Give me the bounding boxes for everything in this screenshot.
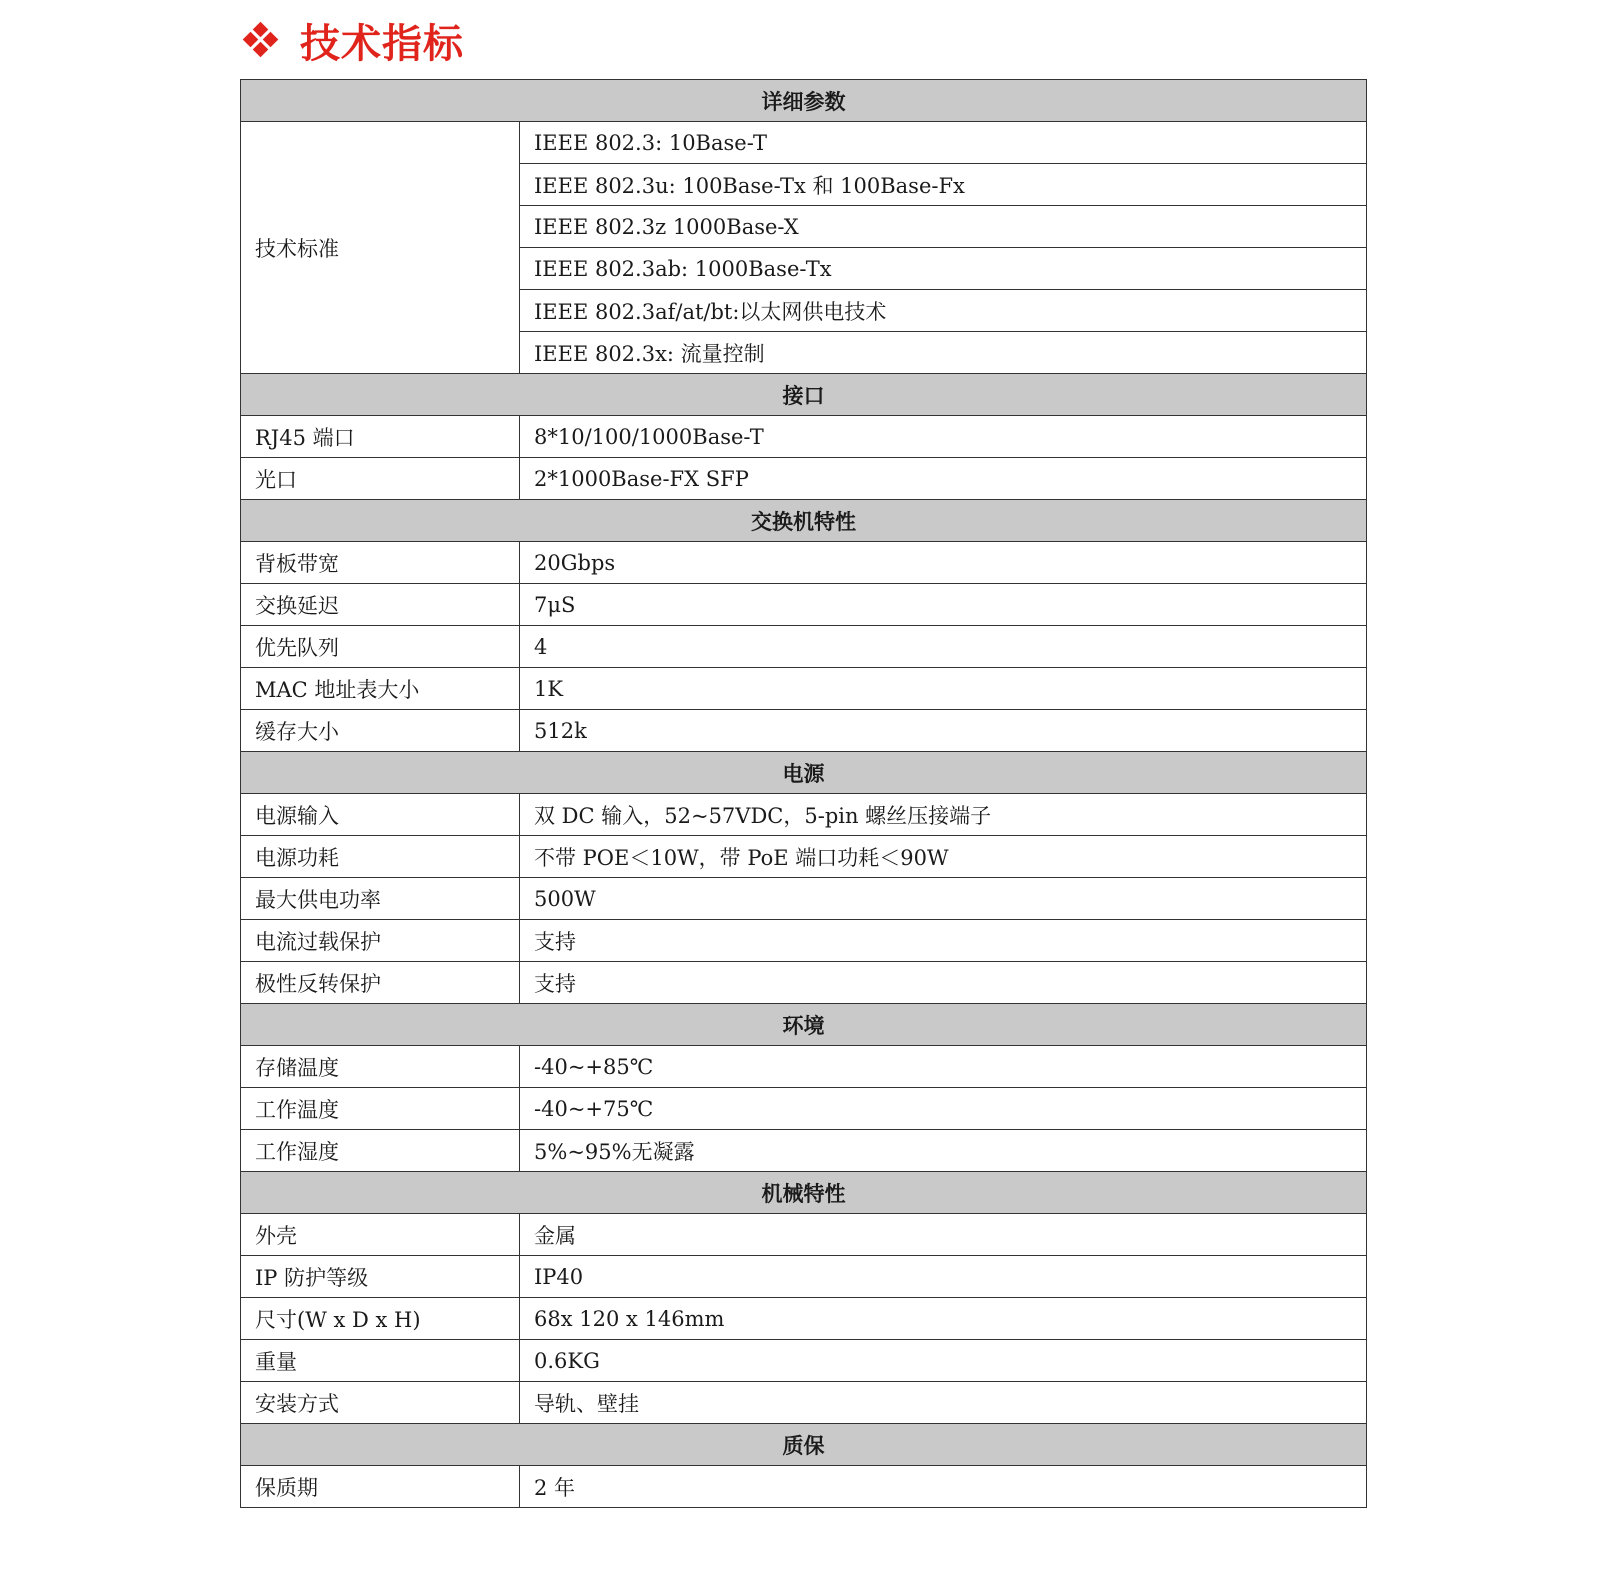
table-row bbox=[241, 920, 1367, 962]
row-label: 安装方式 bbox=[241, 1382, 520, 1424]
row-label: 电源功耗 bbox=[241, 836, 520, 878]
table-row bbox=[241, 416, 1367, 458]
section-title: 详细参数 bbox=[241, 80, 1367, 122]
standard-item: IEEE 802.3z 1000Base-X bbox=[520, 206, 1367, 248]
section-header-row bbox=[241, 1172, 1367, 1214]
table-row bbox=[241, 1256, 1367, 1298]
row-label: 电流过载保护 bbox=[241, 920, 520, 962]
row-value: 512k bbox=[520, 710, 1367, 752]
row-value: 双 DC 输入，52~57VDC，5-pin 螺丝压接端子 bbox=[520, 794, 1367, 836]
standard-item: IEEE 802.3u: 100Base-Tx 和 100Base-Fx bbox=[520, 164, 1367, 206]
section-header-row bbox=[241, 1004, 1367, 1046]
standard-item: IEEE 802.3ab: 1000Base-Tx bbox=[520, 248, 1367, 290]
table-row bbox=[241, 710, 1367, 752]
section-header-row bbox=[241, 374, 1367, 416]
row-value: 支持 bbox=[520, 962, 1367, 1004]
row-label: 尺寸(W x D x H) bbox=[241, 1298, 520, 1340]
row-value: 导轨、壁挂 bbox=[520, 1382, 1367, 1424]
row-label: 外壳 bbox=[241, 1214, 520, 1256]
row-value: 2*1000Base-FX SFP bbox=[520, 458, 1367, 500]
row-label: 光口 bbox=[241, 458, 520, 500]
row-label: 交换延迟 bbox=[241, 584, 520, 626]
row-label: 工作湿度 bbox=[241, 1130, 520, 1172]
row-value: 1K bbox=[520, 668, 1367, 710]
row-value: 不带 POE＜10W，带 PoE 端口功耗＜90W bbox=[520, 836, 1367, 878]
row-label: 优先队列 bbox=[241, 626, 520, 668]
spec-table-body bbox=[241, 80, 1367, 1508]
diamond-bullet-icon bbox=[244, 23, 278, 57]
section-title: 电源 bbox=[241, 752, 1367, 794]
section-header-row bbox=[241, 1424, 1367, 1466]
row-value: 8*10/100/1000Base-T bbox=[520, 416, 1367, 458]
row-value: 7μS bbox=[520, 584, 1367, 626]
row-label: 电源输入 bbox=[241, 794, 520, 836]
section-title: 交换机特性 bbox=[241, 500, 1367, 542]
row-value: 支持 bbox=[520, 920, 1367, 962]
table-row bbox=[241, 794, 1367, 836]
table-row bbox=[241, 668, 1367, 710]
section-title: 质保 bbox=[241, 1424, 1367, 1466]
row-value: 500W bbox=[520, 878, 1367, 920]
spec-table bbox=[240, 79, 1367, 1508]
row-value: 20Gbps bbox=[520, 542, 1367, 584]
table-row bbox=[241, 1214, 1367, 1256]
table-row bbox=[241, 962, 1367, 1004]
table-row bbox=[241, 1046, 1367, 1088]
row-label: 缓存大小 bbox=[241, 710, 520, 752]
row-value: 5%~95%无凝露 bbox=[520, 1130, 1367, 1172]
table-row bbox=[241, 626, 1367, 668]
row-label: MAC 地址表大小 bbox=[241, 668, 520, 710]
row-label: IP 防护等级 bbox=[241, 1256, 520, 1298]
table-row bbox=[241, 878, 1367, 920]
row-value: -40~+75℃ bbox=[520, 1088, 1367, 1130]
table-row bbox=[241, 1088, 1367, 1130]
table-row bbox=[241, 122, 1367, 164]
row-value: 金属 bbox=[520, 1214, 1367, 1256]
page-title: 技术指标 bbox=[300, 20, 464, 67]
row-label: 工作温度 bbox=[241, 1088, 520, 1130]
row-value: 68x 120 x 146mm bbox=[520, 1298, 1367, 1340]
standards-label: 技术标准 bbox=[241, 122, 520, 374]
row-label: 背板带宽 bbox=[241, 542, 520, 584]
standard-item: IEEE 802.3x: 流量控制 bbox=[520, 332, 1367, 374]
row-label: 极性反转保护 bbox=[241, 962, 520, 1004]
row-value: 0.6KG bbox=[520, 1340, 1367, 1382]
row-label: 存储温度 bbox=[241, 1046, 520, 1088]
table-row bbox=[241, 836, 1367, 878]
row-label: 保质期 bbox=[241, 1466, 520, 1508]
row-value: -40~+85℃ bbox=[520, 1046, 1367, 1088]
row-label: 重量 bbox=[241, 1340, 520, 1382]
section-header-row bbox=[241, 752, 1367, 794]
standard-item: IEEE 802.3: 10Base-T bbox=[520, 122, 1367, 164]
table-row bbox=[241, 458, 1367, 500]
standard-item: IEEE 802.3af/at/bt:以太网供电技术 bbox=[520, 290, 1367, 332]
section-title: 环境 bbox=[241, 1004, 1367, 1046]
section-header-row bbox=[241, 80, 1367, 122]
row-value: 2 年 bbox=[520, 1466, 1367, 1508]
table-row bbox=[241, 1298, 1367, 1340]
table-row bbox=[241, 1382, 1367, 1424]
section-title: 机械特性 bbox=[241, 1172, 1367, 1214]
section-title: 接口 bbox=[241, 374, 1367, 416]
table-row bbox=[241, 1466, 1367, 1508]
row-label: RJ45 端口 bbox=[241, 416, 520, 458]
section-header-row bbox=[241, 500, 1367, 542]
row-value: IP40 bbox=[520, 1256, 1367, 1298]
row-value: 4 bbox=[520, 626, 1367, 668]
section-heading bbox=[244, 14, 464, 66]
table-row bbox=[241, 542, 1367, 584]
table-row bbox=[241, 584, 1367, 626]
table-row bbox=[241, 1130, 1367, 1172]
row-label: 最大供电功率 bbox=[241, 878, 520, 920]
table-row bbox=[241, 1340, 1367, 1382]
